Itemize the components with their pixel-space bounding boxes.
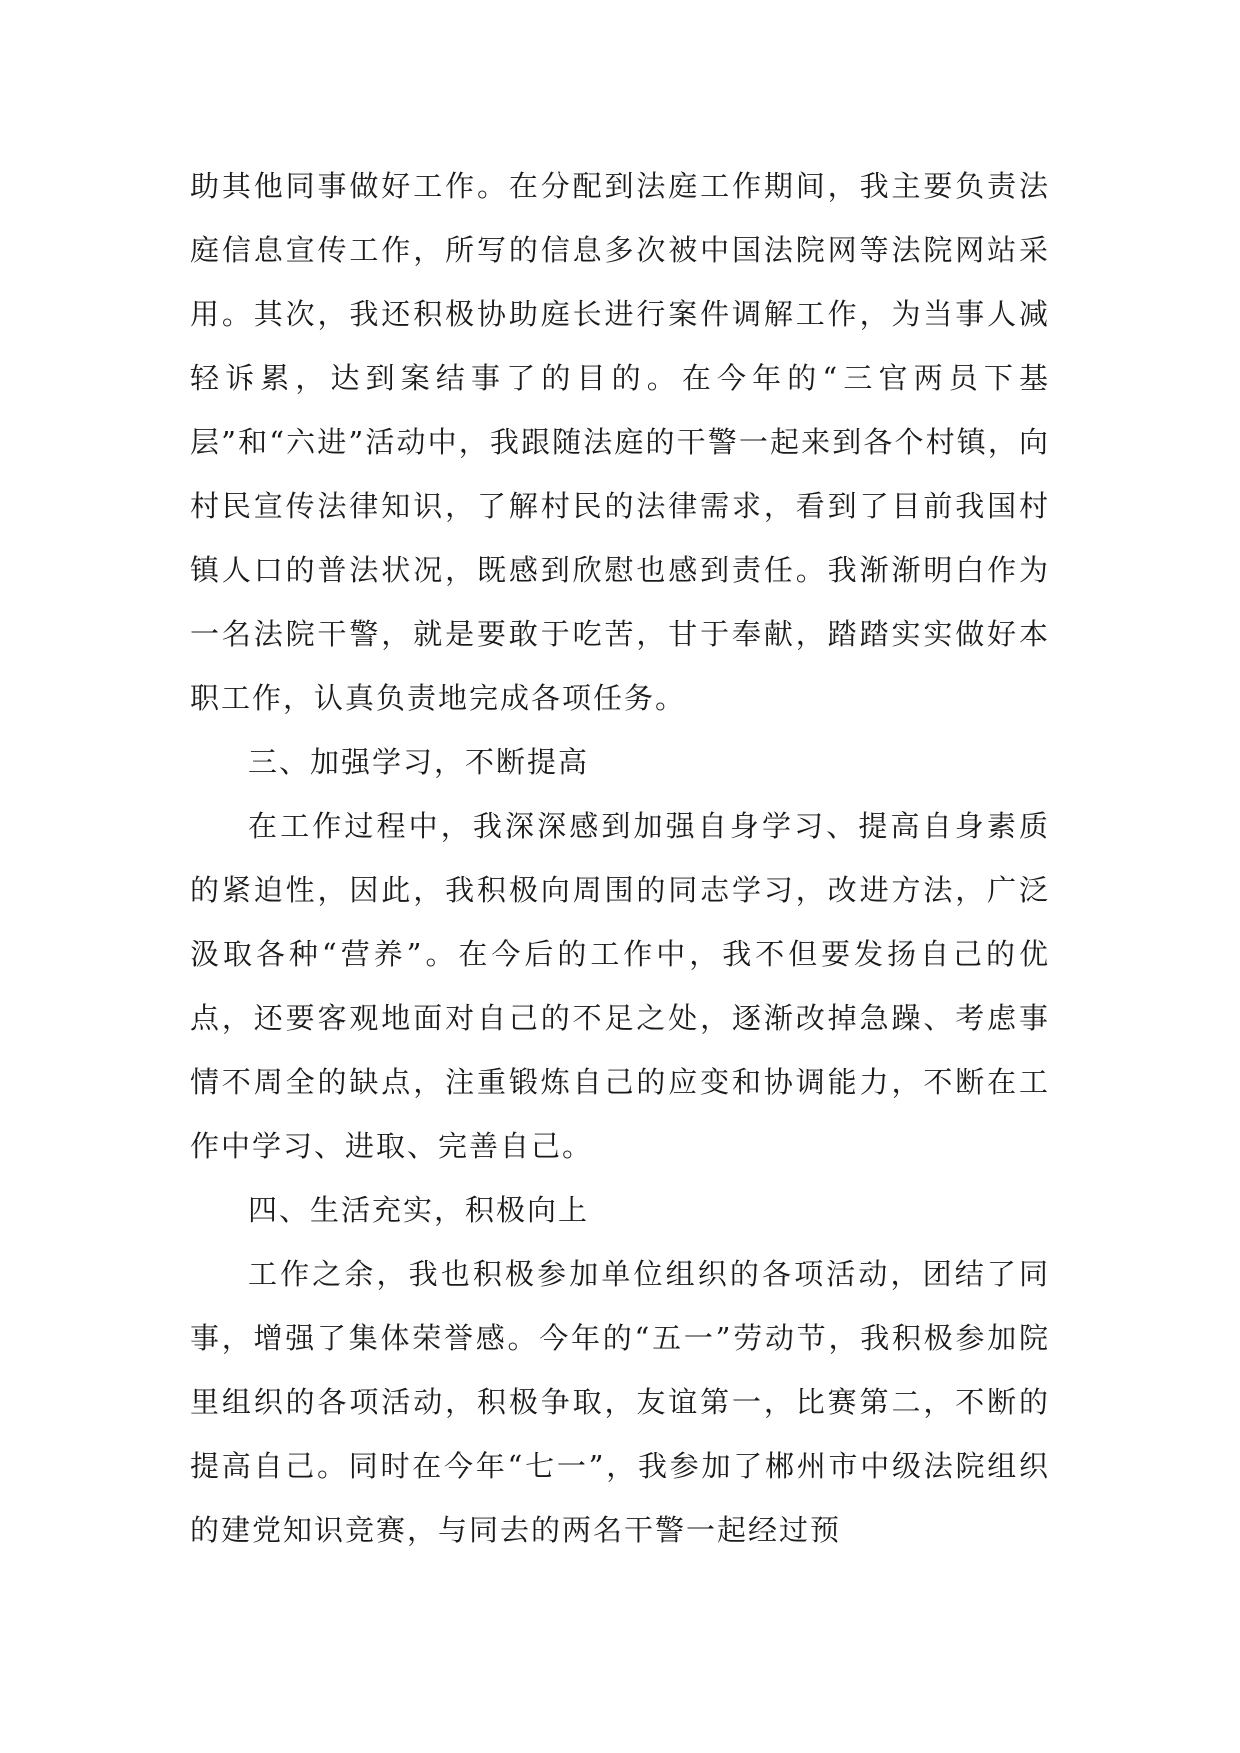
section-heading-life: 四、生活充实，积极向上 (248, 1193, 590, 1227)
document-body (190, 154, 1050, 1562)
paragraph-life: 工作之余，我也积极参加单位组织的各项活动，团结了同事，增强了集体荣誉感。今年的“五一”劳动节，我积极参加院里组织的各项活动，积极争取，友谊第一，比赛第二，不断的提高自己。同时在今年“七一”，我参加了郴州市中级法院组织的建党知识竞赛，与同去的两名干警一起经过预 (190, 1257, 1050, 1547)
section-heading-study: 三、加强学习，不断提高 (248, 745, 590, 779)
paragraph-court-work: 助其他同事做好工作。在分配到法庭工作期间，我主要负责法庭信息宣传工作，所写的信息多次被中国法院网等法院网站采用。其次，我还积极协助庭长进行案件调解工作，为当事人减轻诉累，达到案结事了的目的。在今年的“三官两员下基层”和“六进”活动中，我跟随法庭的干警一起来到各个村镇，向村民宣传法律知识，了解村民的法律需求，看到了目前我国村镇人口的普法状况，既感到欣慰也感到责任。我渐渐明白作为一名法院干警，就是要敢于吃苦，甘于奉献，踏踏实实做好本职工作，认真负责地完成各项任务。 (190, 169, 1050, 715)
paragraph-study: 在工作过程中，我深深感到加强自身学习、提高自身素质的紧迫性，因此，我积极向周围的同志学习，改进方法，广泛汲取各种“营养”。在今后的工作中，我不但要发扬自己的优点，还要客观地面对自己的不足之处，逐渐改掉急躁、考虑事情不周全的缺点，注重锻炼自己的应变和协调能力，不断在工作中学习、进取、完善自己。 (190, 809, 1050, 1163)
